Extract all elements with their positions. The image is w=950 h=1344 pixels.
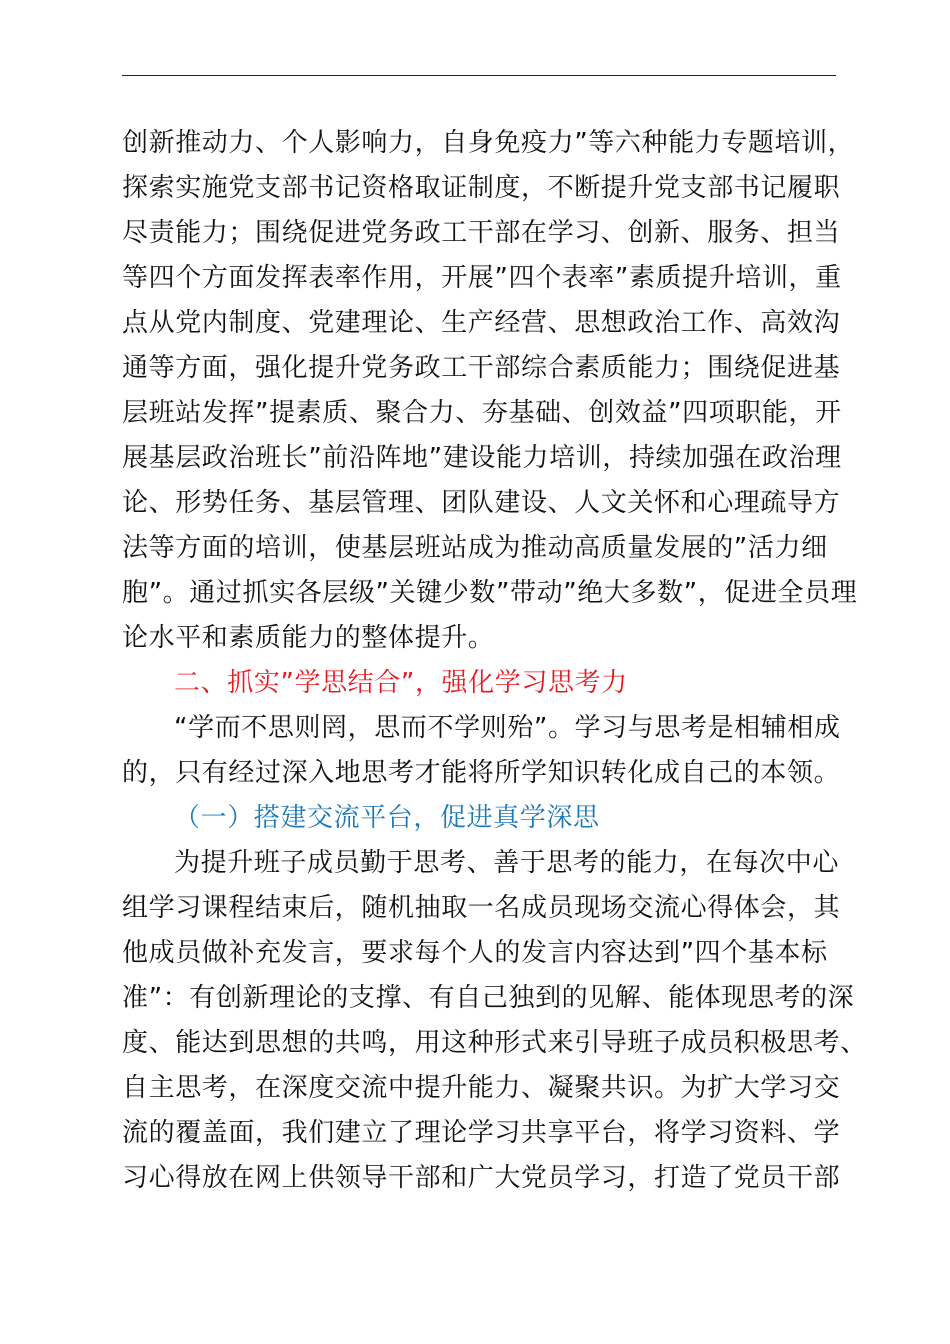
- subsection-heading: （一）搭建交流平台，促进真学深思: [174, 803, 600, 833]
- text-line: 论、形势任务、基层管理、团队建设、人文关怀和心理疏导方: [122, 488, 841, 518]
- paragraph-3: [122, 841, 867, 1201]
- text-line: 胞”。通过抓实各层级”关键少数”带动”绝大多数”，促进全员理: [122, 578, 858, 608]
- text-line: 自主思考，在深度交流中提升能力、凝聚共识。为扩大学习交: [122, 1073, 841, 1103]
- text-line: 法等方面的培训，使基层班站成为推动高质量发展的”活力细: [122, 533, 828, 563]
- paragraph-1: [122, 121, 858, 661]
- text-line: 尽责能力；围绕促进党务政工干部在学习、创新、服务、担当: [122, 218, 841, 248]
- text-line: 论水平和素质能力的整体提升。: [122, 623, 495, 653]
- text-line: 的，只有经过深入地思考才能将所学知识转化成自己的本领。: [122, 758, 841, 788]
- text-line: 点从党内制度、党建理论、生产经营、思想政治工作、高效沟: [122, 308, 841, 338]
- text-line: 通等方面，强化提升党务政工干部综合素质能力；围绕促进基: [122, 353, 841, 383]
- text-line: “学而不思则罔，思而不学则殆”。学习与思考是相辅相成: [174, 713, 841, 743]
- paragraph-2: [122, 706, 841, 796]
- text-line: 等四个方面发挥表率作用，开展”四个表率”素质提升培训，重: [122, 263, 842, 293]
- section-heading: 二、抓实”学思结合”，强化学习思考力: [174, 668, 628, 698]
- text-line: 准”：有创新理论的支撑、有自己独到的见解、能体现思考的深: [122, 983, 855, 1013]
- text-line: 为提升班子成员勤于思考、善于思考的能力，在每次中心: [174, 848, 840, 878]
- text-line: 组学习课程结束后，随机抽取一名成员现场交流心得体会，其: [122, 893, 841, 923]
- text-line: 创新推动力、个人影响力，自身免疫力”等六种能力专题培训，: [122, 128, 855, 158]
- text-line: 展基层政治班长”前沿阵地”建设能力培训，持续加强在政治理: [122, 443, 842, 473]
- text-line: 层班站发挥”提素质、聚合力、夯基础、创效益”四项职能，开: [122, 398, 842, 428]
- text-line: 度、能达到思想的共鸣，用这种形式来引导班子成员积极思考、: [122, 1028, 867, 1058]
- text-line: 探索实施党支部书记资格取证制度，不断提升党支部书记履职: [122, 173, 841, 203]
- text-line: 习心得放在网上供领导干部和广大党员学习，打造了党员干部: [122, 1163, 841, 1193]
- text-line: 流的覆盖面，我们建立了理论学习共享平台，将学习资料、学: [122, 1118, 841, 1148]
- header-rule: [122, 75, 836, 76]
- text-line: 他成员做补充发言，要求每个人的发言内容达到”四个基本标: [122, 938, 828, 968]
- document-body: [122, 121, 867, 1201]
